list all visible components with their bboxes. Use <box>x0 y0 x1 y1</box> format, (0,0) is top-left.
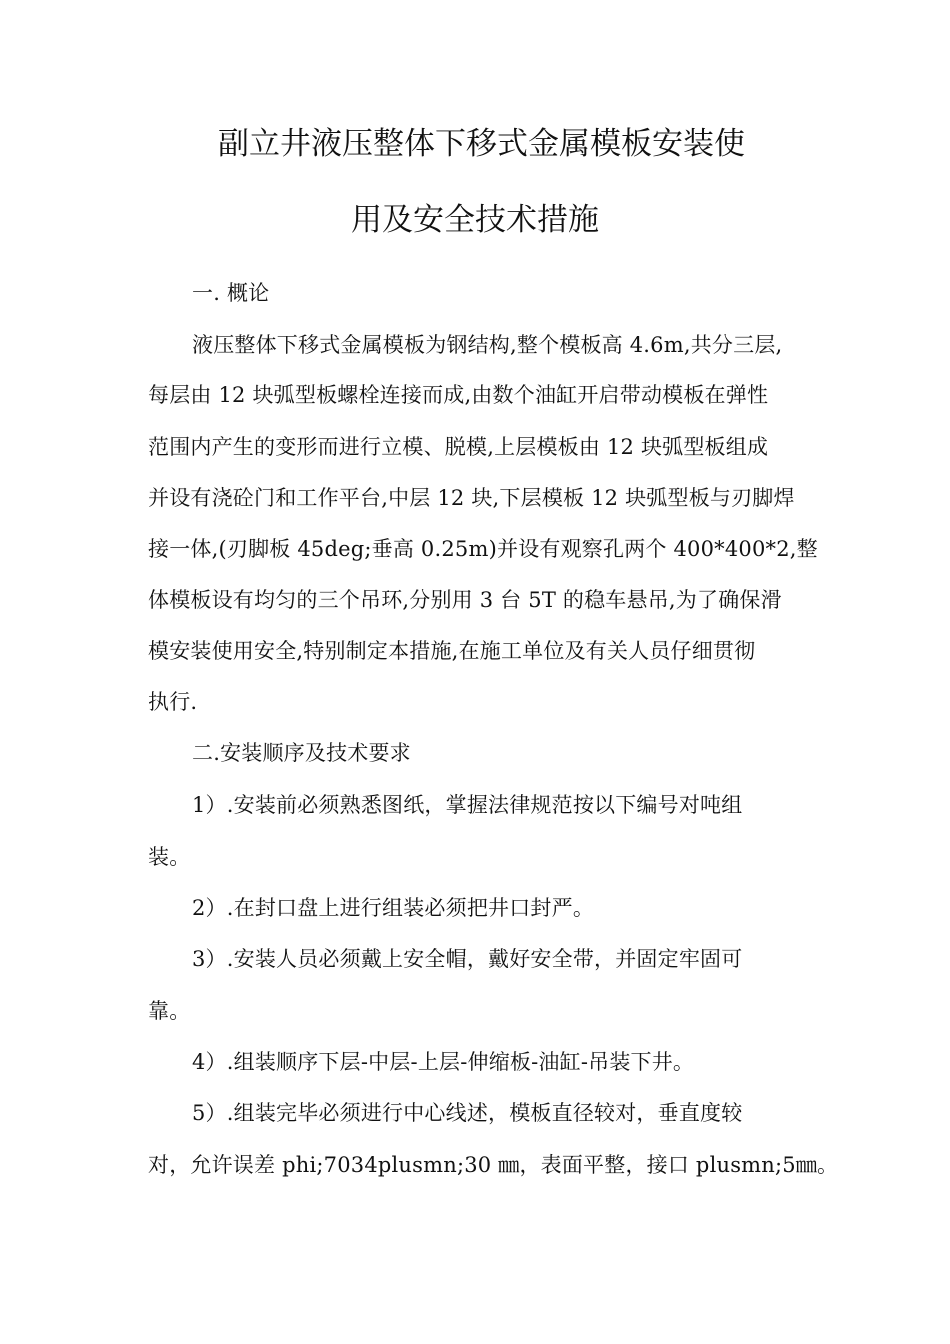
list-item-3-continued: 靠。 <box>148 999 191 1023</box>
paragraph-line: 执行. <box>148 690 198 714</box>
list-item-3: 3）.安装人员必须戴上安全帽，戴好安全带，并固定牢固可 <box>192 947 743 971</box>
paragraph-line: 每层由 12 块弧型板螺栓连接而成,由数个油缸开启带动模板在弹性 <box>148 383 769 407</box>
document-title-line-2: 用及安全技术措施 <box>351 202 599 238</box>
paragraph-line: 范围内产生的变形而进行立模、脱模,上层模板由 12 块弧型板组成 <box>148 435 769 459</box>
list-item-4: 4）.组装顺序下层-中层-上层-伸缩板-油缸-吊装下井。 <box>192 1050 695 1074</box>
paragraph-line: 液压整体下移式金属模板为钢结构,整个模板高 4.6m,共分三层, <box>192 333 783 357</box>
paragraph-line: 模安装使用安全,特别制定本措施,在施工单位及有关人员仔细贯彻 <box>148 639 756 663</box>
section-2-heading: 二.安装顺序及技术要求 <box>192 741 411 765</box>
list-item-5: 5）.组装完毕必须进行中心线述，模板直径较对，垂直度较 <box>192 1101 743 1125</box>
list-item-1-continued: 装。 <box>148 845 191 869</box>
list-item-5-continued: 对，允许误差 phi;7034plusmn;30 ㎜，表面平整，接口 plusmn;5㎜。 <box>148 1153 839 1177</box>
document-title-line-1: 副立井液压整体下移式金属模板安装使 <box>218 126 745 162</box>
list-item-1: 1）.安装前必须熟悉图纸，掌握法律规范按以下编号对吨组 <box>192 793 743 817</box>
list-item-2: 2）.在封口盘上进行组装必须把井口封严。 <box>192 896 595 920</box>
paragraph-line: 并设有浇砼门和工作平台,中层 12 块,下层模板 12 块弧型板与刃脚焊 <box>148 486 795 510</box>
paragraph-line: 接一体,(刃脚板 45deg;垂高 0.25m)并设有观察孔两个 400*400*2,整 <box>148 537 818 561</box>
paragraph-line: 体模板设有均匀的三个吊环,分别用 3 台 5T 的稳车悬吊,为了确保滑 <box>148 588 782 612</box>
section-1-heading: 一. 概论 <box>192 281 270 305</box>
